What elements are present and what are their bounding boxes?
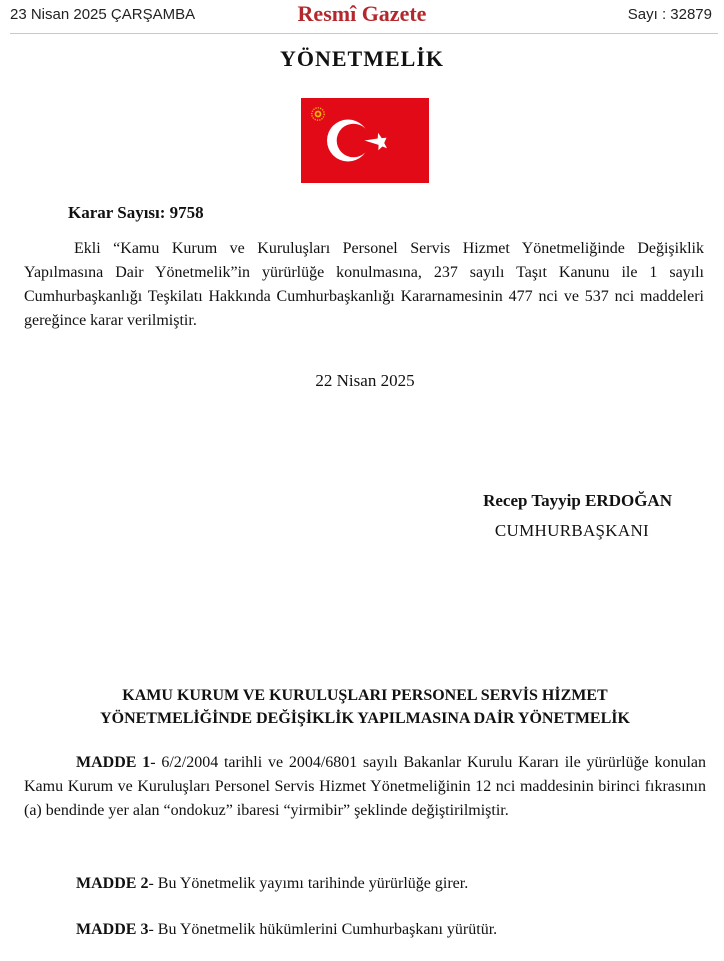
regulation-title-line2: YÖNETMELİĞİNDE DEĞİŞİKLİK YAPILMASINA DAİR YÖNETMELİK	[100, 710, 630, 727]
decision-date: 22 Nisan 2025	[315, 371, 415, 390]
article-label: MADDE 3	[76, 921, 149, 938]
signer-name: Recep Tayyip ERDOĞAN	[483, 491, 672, 510]
regulation-title	[0, 684, 724, 730]
article-text: - Bu Yönetmelik yayımı tarihinde yürürlüğe girer.	[148, 875, 469, 892]
header-date: 23 Nisan 2025 ÇARŞAMBA	[10, 6, 196, 23]
section-title: YÖNETMELİK	[279, 46, 445, 71]
decision-paragraph: Ekli “Kamu Kurum ve Kuruluşları Personel Servis Hizmet Yönetmeliğinde Değişiklik Yapılmasına Dair Yönetmelik”in yürürlüğe konulmasına, 237 sayılı Taşıt Kanunu ile 1 sayılı Cumhurbaşkanlığı Teşkilatı Hakkında Cumhurbaşkanlığı Kararnamesinin 477 nci ve 537 nci maddeleri gereğince karar verilmiştir.	[24, 240, 704, 329]
regulation-title-line1: KAMU KURUM VE KURULUŞLARI PERSONEL SERVİS HİZMET	[122, 687, 608, 704]
turkish-flag-icon	[301, 98, 429, 183]
article-text: - 6/2/2004 tarihli ve 2004/6801 sayılı Bakanlar Kurulu Kararı ile yürürlüğe konulan Kamu Kurum ve Kuruluşları Personel Servis Hizmet Yönetmeliğinin 12 nci maddesinin birinci fıkrasının (a) bendinde yer alan “ondokuz” ibaresi “yirmibir” şeklinde değiştirilmiştir.	[24, 754, 707, 819]
decision-number: Karar Sayısı: 9758	[68, 203, 204, 222]
article-text: - Bu Yönetmelik hükümlerini Cumhurbaşkanı yürütür.	[148, 921, 498, 938]
article-3	[24, 918, 706, 942]
article-label: MADDE 1	[76, 754, 151, 771]
article-2	[24, 872, 706, 896]
article-label: MADDE 2	[76, 875, 149, 892]
decision-text	[24, 237, 704, 333]
page-header	[0, 0, 724, 34]
article-1	[24, 751, 706, 823]
header-divider	[10, 33, 718, 34]
gazette-title: Resmî Gazete	[297, 1, 427, 26]
signer-title: CUMHURBAŞKANI	[494, 521, 649, 540]
issue-number: Sayı : 32879	[627, 6, 712, 23]
